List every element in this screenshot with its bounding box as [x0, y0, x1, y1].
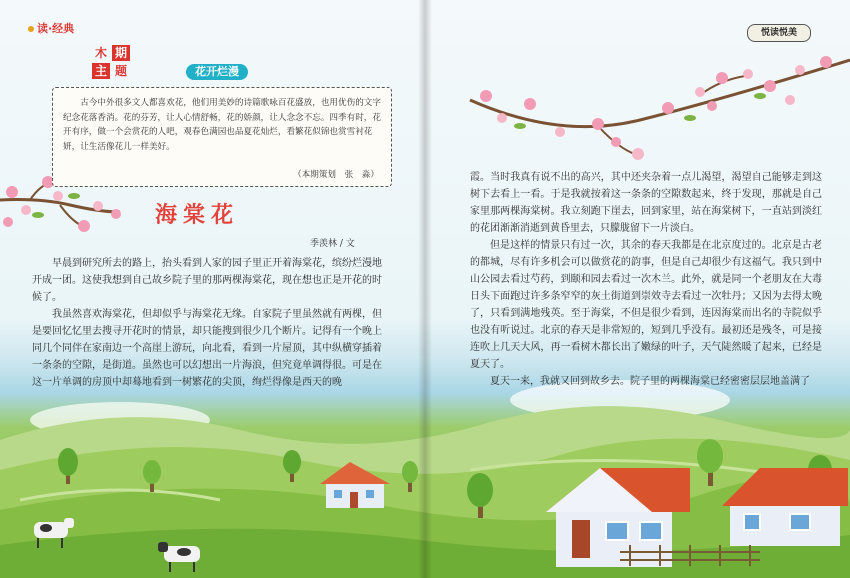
- seal-char: 木: [94, 46, 107, 60]
- article-title: 海棠花: [155, 203, 240, 228]
- seal-char: 期: [112, 45, 130, 61]
- issue-theme-seal: [92, 45, 132, 81]
- blossom-branch-icon: [470, 56, 850, 160]
- paragraph: 我虽然喜欢海棠花，但却似乎与海棠花无缘。自家院子里虽然就有两棵，但是要回忆忆里去搜寻开花时的情景，却只能搜到很少几个断片。记得有一个晚上同几个同伴在家南边一个高崖上游玩，向北看，看到一片屋顶，其中纵横穿插着一条条的空隙，是街道。虽然也可以幻想出一片海浪，但究竟单调得很。可是在这一片单调的房顶中却蓦地看到一树繁花的尖顶，绚烂得像是西天的晚: [32, 309, 382, 388]
- author-credit: 季羡林 / 文: [310, 239, 355, 249]
- paragraph: 早晨到研究所去的路上，抬头看到人家的园子里正开着海棠花，缤纷烂漫地开成一团。这使我想到自己故乡院子里的那两棵海棠花，现在想也正是开花的时候了。: [32, 258, 382, 303]
- topic-badge: 花开烂漫: [186, 64, 248, 80]
- seal-char: 主: [92, 63, 110, 79]
- paragraph: 霞。当时我真有说不出的高兴，其中还夹杂着一点儿渴望，渴望自己能够走到这树下去看上一看。于是我就按着这一条条的空隙数起来，终于发现，那就是自己家里那两棵海棠树。我立刻跑下崖去，回到家里，站在海棠树下，一直站到淡红的花团渐渐消逝到黄昏里去，只朦胧留下一片淡白。: [470, 172, 822, 234]
- intro-editor-credit: （本期策划 张 淼）: [293, 170, 379, 180]
- paragraph: 但是这样的情景只有过一次，其余的春天我都是在北京度过的。北京是古老的都城，尽有许多机会可以做赏花的韵事，但是自己却很少有这福气。我只到中山公园去看过芍药，到颐和园去看过一次木兰。此外，就是同一个老朋友在大毒日头下面跑过许多条窄窄的灰土街道到崇效寺去看过一次牡丹；又因为去得太晚了，只看到满地残英。至于海棠，不但是很少看到，连因海棠而出名的寺院似乎也没有听说过。北京的春天是非常短的，短到几乎没有。最初还是残冬，可是接连吹上几天大风，再一看树木都长出了嫩绿的叶子，天气陡然暖了起来，已经是夏天了。: [470, 240, 822, 370]
- dot-icon: [28, 26, 34, 32]
- intro-text: 古今中外很多文人都喜欢花，他们用美妙的诗篇歌咏百花盛放，也用优伤的文字纪念花落香消。花的芬芳，让人心情舒畅，花的娇颜，让人念念不忘。四季有时，花开有序，做一个会赏花的人吧，观春色满园也品夏花灿烂，看繁花似锦也赏雪衬花妍，让生活像花儿一样美好。: [63, 98, 381, 152]
- section-tag: 读·经典: [28, 20, 74, 36]
- seal-char: 题: [114, 64, 127, 78]
- column-badge: 悦读悦美: [747, 24, 811, 42]
- intro-box: [52, 87, 392, 187]
- paragraph: 夏天一来，我就又回到故乡去。院子里的两棵海棠已经密密层层地盖满了: [490, 376, 810, 387]
- page-gutter: [418, 0, 432, 578]
